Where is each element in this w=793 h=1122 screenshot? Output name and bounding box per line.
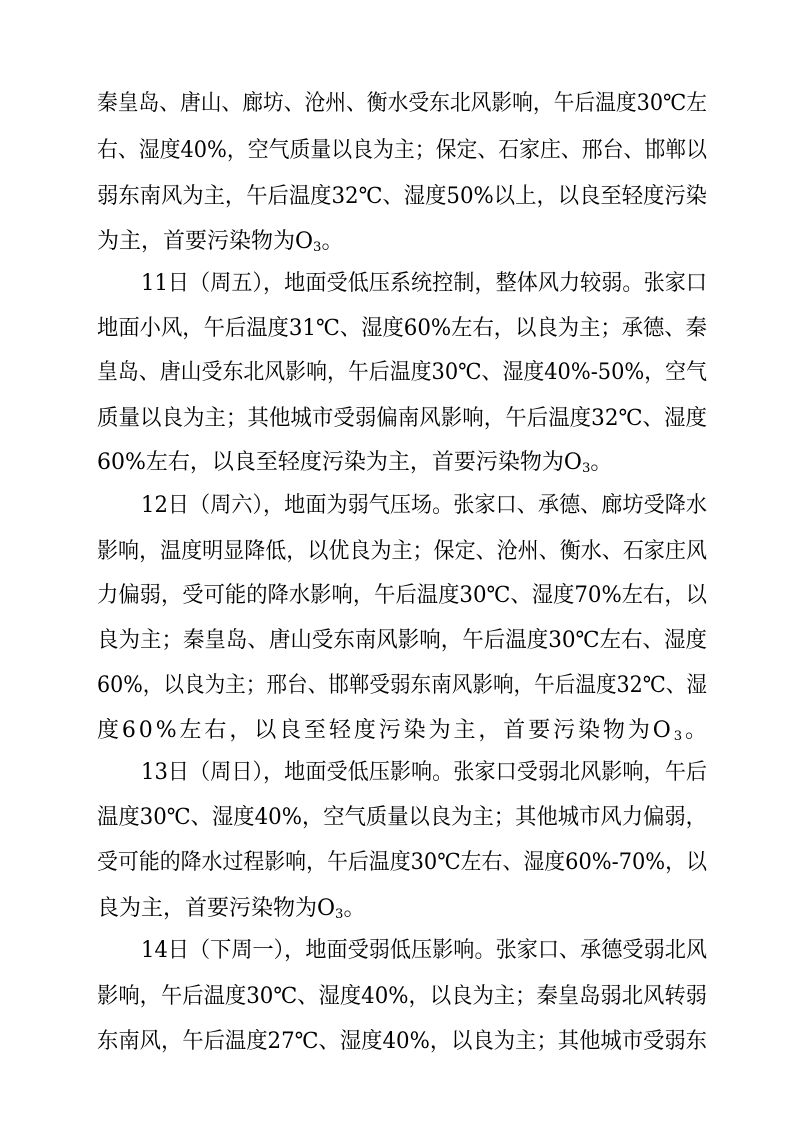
- text-line: 影响，午后温度30℃、湿度40%，以良为主；秦皇岛弱北风转弱: [97, 984, 707, 1009]
- text-line: 力偏弱，受可能的降水影响，午后温度30℃、湿度70%左右，以: [97, 583, 707, 608]
- text-line: 11日（周五），地面受低压系统控制，整体风力较弱。张家口: [141, 271, 707, 296]
- text-line: 60%，以良为主；邢台、邯郸受弱东南风影响，午后温度32℃、湿: [97, 673, 707, 698]
- text-line: 14日（下周一），地面受弱低压影响。张家口、承德受弱北风: [141, 938, 707, 963]
- text-line: 质量以良为主；其他城市受弱偏南风影响，午后温度32℃、湿度: [97, 406, 707, 431]
- text-line: 为主，首要污染物为$O_3$。: [97, 229, 344, 256]
- text-line: 12日（周六），地面为弱气压场。张家口、承德、廊坊受降水: [141, 493, 707, 518]
- text-line: 秦皇岛、唐山、廊坊、沧州、衡水受东北风影响，午后温度30℃左: [97, 91, 707, 116]
- text-line: 度60%左右，以良至轻度污染为主，首要污染物为$O_3$。: [97, 718, 710, 745]
- text-line: 皇岛、唐山受东北风影响，午后温度30℃、湿度40%-50%，空气: [97, 360, 707, 385]
- text-line: 地面小风，午后温度31℃、湿度60%左右，以良为主；承德、秦: [97, 316, 707, 341]
- text-line: 60%左右，以良至轻度污染为主，首要污染物为$O_3$。: [97, 450, 613, 477]
- text-line: 影响，温度明显降低，以优良为主；保定、沧州、衡水、石家庄风: [97, 539, 707, 564]
- text-line: 温度30℃、湿度40%，空气质量以良为主；其他城市风力偏弱，: [97, 805, 707, 830]
- text-line: 良为主，首要污染物为$O_3$。: [97, 896, 366, 923]
- text-line: 东南风，午后温度27℃、湿度40%，以良为主；其他城市受弱东: [97, 1029, 707, 1054]
- text-line: 13日（周日），地面受低压影响。张家口受弱北风影响，午后: [141, 760, 707, 785]
- text-line: 受可能的降水过程影响，午后温度30℃左右、湿度60%-70%，以: [97, 850, 707, 875]
- text-line: 弱东南风为主，午后温度32℃、湿度50%以上，以良至轻度污染: [97, 184, 707, 209]
- text-line: 良为主；秦皇岛、唐山受东南风影响，午后温度30℃左右、湿度: [97, 628, 707, 653]
- text-line: 右、湿度40%，空气质量以良为主；保定、石家庄、邢台、邯郸以: [97, 138, 707, 163]
